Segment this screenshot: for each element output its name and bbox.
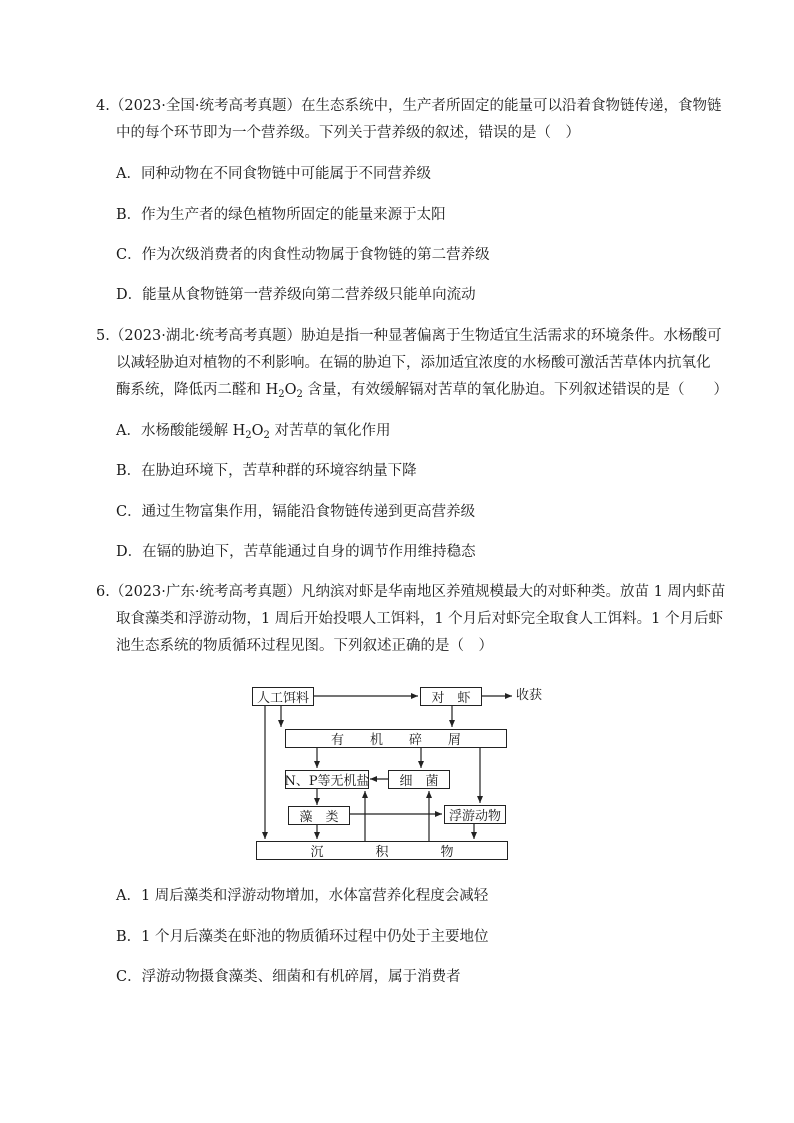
q5-stem-line2: 以减轻胁迫对植物的不利影响。在镉的胁迫下，添加适宜浓度的水杨酸可激活苦草体内抗氧化 <box>116 355 711 371</box>
bacteria-box: 细 菌 <box>388 770 450 789</box>
q5-optA-mid: O <box>251 423 264 439</box>
q6-stem-line2: 取食藻类和浮游动物，1 周后开始投喂人工饵料，1 个月后对虾完全取食人工饵料。1 个月后虾 <box>116 611 723 627</box>
q6-option-c[interactable]: C．浮游动物摄食藻类、细菌和有机碎屑，属于消费者 <box>116 969 461 985</box>
sediment-box: 沉 积 物 <box>256 841 508 860</box>
q4-stem-line2: 中的每个环节即为一个营养级。下列关于营养级的叙述，错误的是（ ） <box>116 125 580 141</box>
feed-box: 人工饵料 <box>252 687 314 706</box>
q5-optA-sub2: 2 <box>263 430 270 441</box>
q4-option-a[interactable]: A．同种动物在不同食物链中可能属于不同营养级 <box>116 166 431 182</box>
q5-source: （2023·湖北·统考高考真题） <box>109 328 301 344</box>
q4-number: 4. <box>96 98 110 114</box>
q6-source: （2023·广东·统考高考真题） <box>109 584 301 600</box>
shrimp-box: 对 虾 <box>420 687 482 706</box>
q5-option-c[interactable]: C．通过生物富集作用，镉能沿食物链传递到更高营养级 <box>116 504 476 520</box>
q4-stem-text1: 在生态系统中，生产者所固定的能量可以沿着食物链传递，食物链 <box>300 98 722 114</box>
q6-stem-line3: 池生态系统的物质循环过程见图。下列叙述正确的是（ ） <box>116 638 493 654</box>
q6-option-a[interactable]: A．1 周后藻类和浮游动物增加，水体富营养化程度会减轻 <box>116 888 489 904</box>
salts-box: N、P等无机盐 <box>285 770 369 789</box>
q5-stem3-part-b: 含量，有效缓解镉对苦草的氧化胁迫。下列叙述错误的是（ ） <box>302 382 729 398</box>
q5-stem-text1: 胁迫是指一种显著偏离于生物适宜生活需求的环境条件。水杨酸可 <box>300 328 722 344</box>
q4-source: （2023·全国·统考高考真题） <box>109 98 301 114</box>
q5-optA-part-a: A．水杨酸能缓解 H <box>116 423 246 439</box>
q5-stem3-sub2: 2 <box>296 389 303 400</box>
harvest-label: 收获 <box>516 688 543 703</box>
q5-optA-sub1: 2 <box>245 430 252 441</box>
q6-stem-text1: 凡纳滨对虾是华南地区养殖规模最大的对虾种类。放苗 1 周内虾苗 <box>300 584 726 600</box>
q5-number: 5. <box>96 328 110 344</box>
q5-option-d[interactable]: D．在镉的胁迫下，苦草能通过自身的调节作用维持稳态 <box>116 544 476 560</box>
q5-stem3-part-a: 酶系统，降低丙二醛和 H <box>116 382 279 398</box>
detritus-box: 有 机 碎 屑 <box>285 729 507 748</box>
algae-box: 藻 类 <box>288 806 350 825</box>
zooplankton-box: 浮游动物 <box>444 805 506 824</box>
q4-option-b[interactable]: B．作为生产者的绿色植物所固定的能量来源于太阳 <box>116 207 446 223</box>
q5-stem3-sub1: 2 <box>278 389 285 400</box>
q6-number: 6. <box>96 584 110 600</box>
q5-optA-part-b: 对苦草的氧化作用 <box>269 423 391 439</box>
q5-stem3-mid: O <box>284 382 297 398</box>
q4-option-c[interactable]: C．作为次级消费者的肉食性动物属于食物链的第二营养级 <box>116 247 490 263</box>
q4-option-d[interactable]: D．能量从食物链第一营养级向第二营养级只能单向流动 <box>116 287 476 303</box>
q5-option-b[interactable]: B．在胁迫环境下，苦草种群的环境容纳量下降 <box>116 463 417 479</box>
q6-option-b[interactable]: B．1 个月后藻类在虾池的物质循环过程中仍处于主要地位 <box>116 929 489 945</box>
